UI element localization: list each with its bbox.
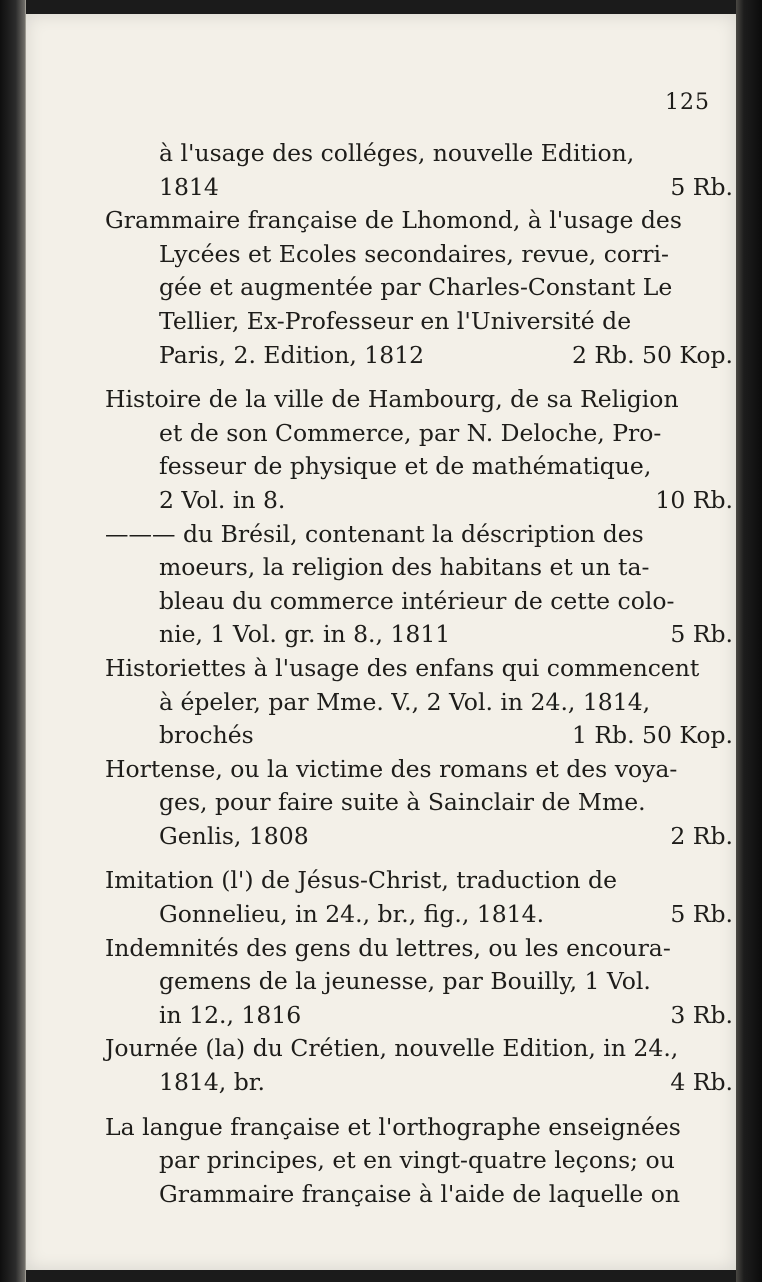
line-text: fesseur de physique et de mathématique,: [159, 452, 652, 481]
text-line: [105, 417, 733, 451]
text-line: [105, 551, 733, 585]
line-text: et de son Commerce, par N. Deloche, Pro-: [159, 418, 662, 447]
text-line: [105, 305, 733, 339]
right-page-edge: [736, 0, 762, 1282]
line-text: gemens de la jeunesse, par Bouilly, 1 Vol.: [159, 967, 651, 996]
line-text: brochés: [159, 721, 254, 750]
line-text: à l'usage des colléges, nouvelle Edition,: [159, 139, 635, 167]
text-line: [105, 1144, 733, 1178]
line-text: 2 Vol. in 8.: [159, 485, 286, 514]
text-line: [105, 965, 733, 999]
line-text: par principes, et en vingt-quatre leçons; ou: [159, 1146, 675, 1175]
text-line: [105, 518, 733, 552]
line-text: ——— du Brésil, contenant la déscription des: [105, 519, 644, 548]
text-line: [105, 1178, 733, 1212]
line-text: Histoire de la ville de Hambourg, de sa Religion: [105, 385, 679, 414]
line-text: Imitation (l') de Jésus-Christ, traduction de: [105, 866, 617, 895]
line-text: Grammaire française de Lhomond, à l'usage des: [105, 206, 682, 235]
line-text: Historiettes à l'usage des enfans qui commencent: [105, 653, 700, 682]
text-line: [105, 686, 733, 720]
line-text: moeurs, la religion des habitans et un ta-: [159, 553, 650, 582]
line-text: gée et augmentée par Charles-Constant Le: [159, 273, 673, 302]
text-line: [105, 932, 733, 966]
line-text: Gonnelieu, in 24., br., fig., 1814.: [159, 900, 545, 929]
text-line: [105, 484, 733, 518]
price: 5 Rb.: [670, 900, 733, 929]
line-text: Tellier, Ex-Professeur en l'Université de: [159, 306, 632, 335]
text-line: [105, 238, 733, 272]
text-line: [105, 1111, 733, 1145]
line-text: 1814, br.: [159, 1068, 265, 1097]
text-line: [105, 450, 733, 484]
price: 3 Rb.: [670, 1000, 733, 1029]
text-line: [105, 271, 733, 305]
text-line: [105, 204, 733, 238]
line-text: Grammaire française à l'aide de laquelle on: [159, 1179, 681, 1208]
price: 2 Rb. 50 Kop.: [571, 340, 733, 369]
line-text: Lycées et Ecoles secondaires, revue, corri-: [159, 239, 669, 268]
text-line: [105, 339, 733, 373]
line-text: Paris, 2. Edition, 1812: [159, 340, 425, 369]
price: 1 Rb. 50 Kop.: [571, 721, 733, 750]
text-line: [105, 171, 733, 205]
line-text: bleau du commerce intérieur de cette colo-: [159, 586, 675, 615]
text-line: [105, 618, 733, 652]
text-line: [105, 820, 733, 854]
text-line: [105, 383, 733, 417]
line-text: La langue française et l'orthographe enseignées: [105, 1112, 681, 1141]
text-line: [105, 585, 733, 619]
price: 4 Rb.: [670, 1068, 733, 1097]
line-text: ges, pour faire suite à Sainclair de Mme.: [159, 788, 646, 817]
price: 5 Rb.: [670, 172, 733, 201]
text-line: [105, 1066, 733, 1100]
text-line: [105, 652, 733, 686]
price: 10 Rb.: [655, 485, 733, 514]
text-line: [105, 898, 733, 932]
text-line: [105, 137, 733, 171]
left-page-edge: [0, 0, 26, 1282]
line-text: 1814: [159, 172, 219, 201]
text-line: [105, 1032, 733, 1066]
catalogue-text: [105, 137, 733, 1211]
text-line: [105, 719, 733, 753]
line-text: Hortense, ou la victime des romans et des voya-: [105, 754, 678, 783]
price: 5 Rb.: [670, 620, 733, 649]
line-text: in 12., 1816: [159, 1000, 302, 1029]
text-line: [105, 786, 733, 820]
text-line: [105, 864, 733, 898]
line-text: nie, 1 Vol. gr. in 8., 1811: [159, 620, 451, 649]
line-text: Genlis, 1808: [159, 821, 309, 850]
text-line: [105, 999, 733, 1033]
price: 2 Rb.: [670, 821, 733, 850]
page-number: 125: [665, 90, 710, 115]
line-text: à épeler, par Mme. V., 2 Vol. in 24., 1814,: [159, 687, 651, 716]
text-line: [105, 753, 733, 787]
line-text: Indemnités des gens du lettres, ou les encoura-: [105, 933, 671, 962]
line-text: Journée (la) du Crétien, nouvelle Edition, in 24.,: [105, 1034, 679, 1063]
